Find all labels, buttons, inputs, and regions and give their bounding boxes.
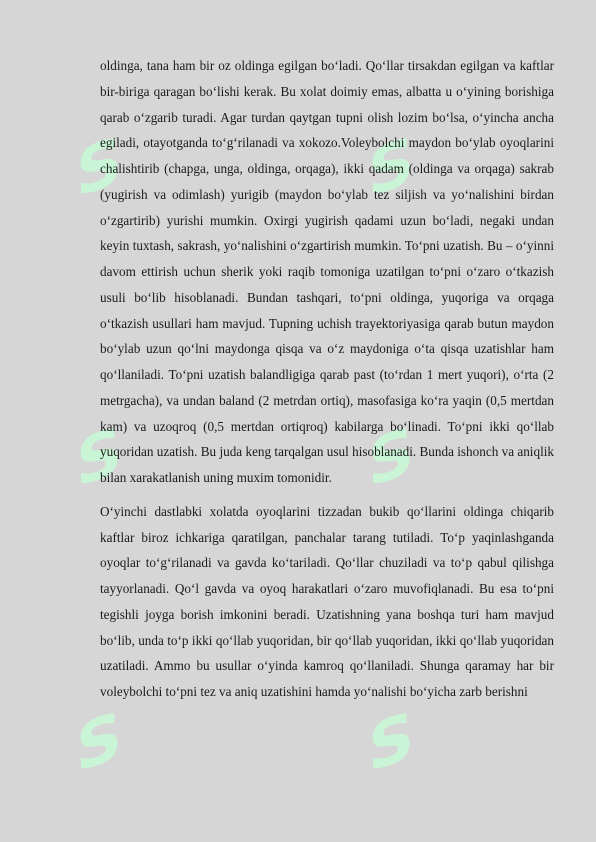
watermark-mark xyxy=(368,693,438,789)
paragraph: oldinga, tana ham bir oz oldinga egilgan bo‘ladi. Qo‘llar tirsakdan egilgan va kaftlar bir-biriga qaragan bo‘lishi kerak. Bu xolat doimiy emas, albatta u o‘yining borishiga qarab o‘zgarib turadi. Agar turdan qaytgan tupni olish lozim bo‘lsa, o‘yincha ancha egiladi, otayotganda to‘g‘rilanadi va xokozo.Voleybolchi maydon bo‘ylab oyoqlarini chalishtirib (chapga, unga, oldinga, orqaga), ikki qadam (oldinga va orqaga) sakrab (yugirish va odimlash) yurigib (maydon bo‘ylab tez siljish va yo‘nalishini birdan o‘zgartirib) yurishi mumkin. Oxirgi yugirish qadami uzun bo‘ladi, negaki undan keyin tuxtash, sakrash, yo‘nalishini o‘zgartirish mumkin. To‘pni uzatish. Bu – o‘yinni davom ettirish uchun sherik yoki raqib tomoniga uzatilgan to‘pni o‘zaro o‘tkazish usuli bo‘lib hisoblanadi. Bundan tashqari, to‘pni oldinga, yuqoriga va orqaga o‘tkazish usullari ham mavjud. Tupning uchish trayektoriyasiga qarab butun maydon bo‘ylab uzun qo‘lni maydonga qisqa va o‘z maydoniga o‘ta qisqa uzatishlar ham qo‘llaniladi. To‘pni uzatish balandligiga qarab past (to‘rdan 1 mert yuqori), o‘rta (2 metrgacha), va undan baland (2 metrdan ortiq), masofasiga ko‘ra yaqin (0,5 mertdan kam) va uzoqroq (0,5 mertdan ortiqroq) kabilarga bo‘linadi. To‘pni ikki qo‘llab yuqoridan uzatish. Bu juda keng tarqalgan usul hisoblanadi. Bunda ishonch va aniqlik bilan xarakatlanish uning muxim tomonidir. xyxy=(100,58,554,485)
watermark-glyph: S xyxy=(368,122,415,214)
watermark-glyph: S xyxy=(368,412,415,504)
watermark-mark xyxy=(76,693,146,789)
document-body xyxy=(100,53,554,705)
watermark-glyph: S xyxy=(76,122,123,214)
watermark-glyph: S xyxy=(76,412,123,504)
watermark-glyph: S xyxy=(368,697,415,789)
paragraph: O‘yinchi dastlabki xolatda oyoqlarini tizzadan bukib qo‘llarini oldinga chiqarib kaftlar biroz ichkariga qaratilgan, panchalar tarang tutiladi. To‘p yaqinlashganda oyoqlar to‘g‘rilanadi va gavda ko‘tariladi. Qo‘llar chuziladi va to‘p qabul qilishga tayyorlanadi. Qo‘l gavda va oyoq harakatlari o‘zaro muvofiqlanadi. Bu esa to‘pni tegishli joyga borish imkonini beradi. Uzatishning yana boshqa turi ham mavjud bo‘lib, unda to‘p ikki qo‘llab yuqoridan, bir qo‘llab yuqoridan, ikki qo‘llab yuqoridan uzatiladi. Ammo bu usullar o‘yinda kamroq qo‘llaniladi. Shunga qaramay har bir voleybolchi to‘pni tez va aniq uzatishini hamda yo‘nalishi bo‘yicha zarb berishni xyxy=(100,503,554,699)
watermark-glyph: S xyxy=(76,697,123,789)
